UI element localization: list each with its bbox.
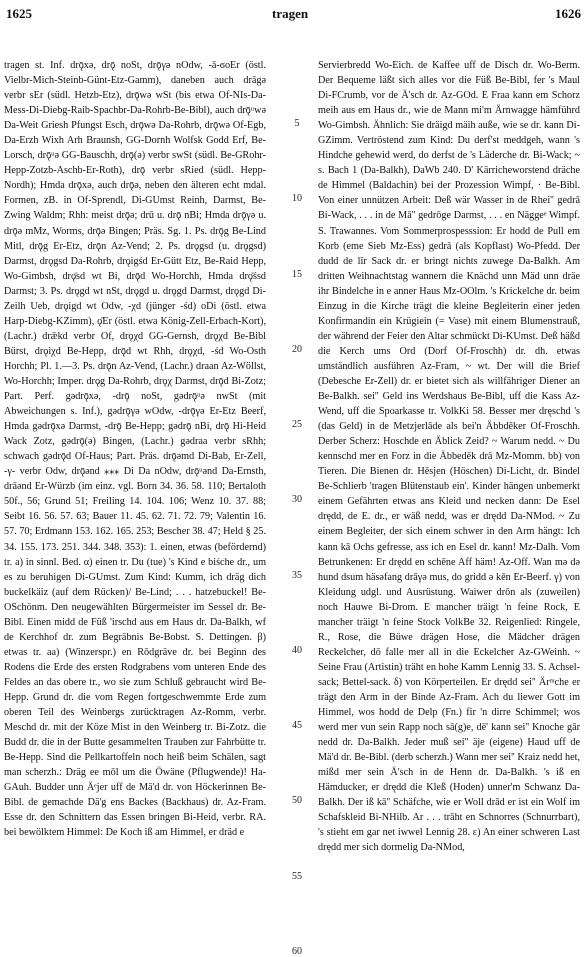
page-header	[0, 6, 587, 26]
line-number: 50	[292, 795, 302, 807]
line-number: 60	[292, 945, 302, 957]
page-number-left: 1625	[6, 6, 32, 21]
line-number: 35	[292, 569, 302, 581]
right-column	[318, 58, 580, 855]
left-column	[4, 58, 266, 840]
running-headword: tragen	[272, 6, 309, 21]
right-column-text: Servierbredd Wo-Eich. de Kaffee uff de Disch dr. Wo-Berm. Der Bequeme läßt sich alles vor die Füß Be-Bibl, fer 's Maul Di-FCrumb, vor de Ä'sch dr. Az-GOd. E Fraa kann em Schorz meih aus em Haus dr., wie de Mann mi'm Ärnwagge hämführd Wo-Gimbsh. Ähnlich: Sie dräigd mäih auße, wie se dr. kann Di-GZimm. Vertröstend zum Kind: Du derf'st meddgeh, wann 's Hindche gehewid werd, do derfst de 's Läderche dr. Bi-Wack; ~ s. Bach 1 (Da-Balkh), DaWb 240. D' Kärricheworstend dräche de Himmel (Baldachin) bei der Prozession Wimpf, · Be-Bibl. Von einer unnützen Arbeit: Deß wär Wasser in de Rhei'' gedrā Bi-Wack, . . . in de Mā'' gedrōge Darmst, . . . en Näggeᵉ Wimpf. S. Trawannes. Vom Sommerprospesssion: Er hodd de Pull em Korb (eme Sieb Mz-Ess) gedrā (als Kopflast) Wo-Pfedd. Der dudd de līr Sack dr. er bringt nichts zuwege Da-Balkh. Am dritten Weihnachtstag wannern die Knächd unn Mäd unn dräe ihr Bindelche in e anner Haus Mz-OOlm. 's Krickelche dr. beim Einzug in die Kirche trägt die kleine Begleiterin einer jeden Konfirmandin ein Krügiein (= Vase) mit einem Blumenstrauß, der während der Feier den Altar schmückt Di-KUmst. Deß häßd die Kerch ums Ord (Dorf Of-Froschh) dr. dh. etwas umständlich ausführen Az-Fram, ~ wt. Der will die Brief (Debesche Er-Zell) dr. er bietet sich als willfähriger Diener an Be-Balkh. sei'' Geld ins Werdshaus Be-Bibl, uff die Kass Az-Wend, uff die Spoarkasse tr. VolkKi 58. Besser mer dręschd 's (das Geld) in de Metzjerlāde als bei'n Äbbdēker Of-Froschh. Derber Scherz: Hoschde en Äblick Zeid? ~ Warum nedd. ~ Du kennschd mer en Forz in die Äbbedēk drā Mz-Momm. bb) von Tieren. Die Bienen dr. Hēsjen (Höschen) Di-Licht, dr. Bindel Be-Schlierb 'tragen Blütenstaub ein'. Kinder hängen unbemerkt einem Gefährten etwas ans Kleid und necken dann: De Esel drędd, de E. dr., er wäß nedd, was er drędd Da-NMod. ~ Zu einem Begleiter, der sich einem schwer in den Arm hängt: Ich kann kā Ochs gefresse, ass ich en Esel dr. kann! Mz-Dalh. Vom Betrunkenen: Er drędd en schēne Aff häm! Az-Off. Wan mə də hund dsum häsəfang drāγə mus, do gridd ə kēn Er-Beerf. γ) von Kleidung udgl. und Ausrüstung. Waiwer drōn als (zuweilen) noch Hauwe Bi-Drom. E mancher träigt 'n feine Rock, E mancher träigt 'n feine Stock VolkBe 32. Reigenlied: Ringele, R., Rose, die Büwe drägen Hose, die Mädcher drägen Reckelcher, dō falle mer all in die Eckelcher Az-GWeinh. ~ Seine Frau (Artistin) träht en hohe Kamm Lennig 33. S. Achsel-sack; Bettel-sack. δ) von Körperteilen. Er drędd sei'' Ärᵐche er trägt den Arm in der Binde Az-Fram. Ach du liewer Gott im Himmel, wos hodd de Delp (Fn.) fir 'n dirre Schimmel; wos werd mer vun sein Rapp noch sā(g)e, dē' kann sei'' Knoche gār nedd dr. Da-Balkh. Jeder muß sei'' äje (eigene) Haud uff de Mä'd dr. Be-Bibl. (derb scherzh.) Wann mer sei'' Kraiz nedd het, mißd mer sein Ä'sch in de Henn dr. Da-Balkh. 's iß en Hämducker, er drędd die Kleß (Hoden) unner'm Schwanz Da-Balkh. Der iß kā'' Schäfche, wie er Woll drād er ist ein Wolf im Schafskleid Bi-NHilb. Ar . . . trāht en Schnorres (Schnurrbart), 's stieht em gar net iwwel Lennig 28. ε) An einer schweren Last drędd mer sich dormelig Da-NMod,	[318, 60, 580, 854]
line-number: 30	[292, 494, 302, 506]
line-number: 15	[292, 268, 302, 280]
page-number-right: 1626	[555, 6, 581, 21]
line-number: 5	[294, 118, 300, 130]
line-number: 55	[292, 870, 302, 882]
line-number: 20	[292, 343, 302, 355]
line-number: 45	[292, 720, 302, 732]
left-column-text: tragen st. Inf. drǭxə, drǭ noSt, drǭγə nOdw, -ā-ϭoEr (östl. Vielbr-Mich-Steinb-Günt-Etz-Gamm), daneben auch drāgə verbr sEr (südl. Hetzb-Etz), drǭwə wSt (bis etwa Of-NIs-Da-Mess-Di-Diebg-Raib-Spachbr-Da-Rohrb-Be-Bibl), auch drǭᵘwə Da-Weit Griesh Pfungst Esch, drǭwə Da-Rohrb, drǭwə Of-Egb, Da-Erzh Wixh Arh Braunsh, GG-Dornh Wolfsk Godd Erf, Be-Lorsch, drǭᵘə GG-Bauschh, drǭ(ə) verbr swSt (südl. Be-GRohr-Hepp-Zotzb-Aschb-Er-Roth), drǭ verbr sRied (südl. Hepp-Nordh); Hmda drǭxə, auch drǭə, neben den älteren echt mdal. Formen, zB. in Of-Sprendl, Di-GUmst Reinh, Darmst, Be-Zwing Waldm; Rhh: meist drǭə; drū u. drǭ nBi; Hmda drǭγə u. drǭə mMz, Worms, drǭə Bingen; Präs. Sg. 1. Ps. drǭg Be-Lind Mitl, drǭg Er-Etz, drǭn Az-Vend; 2. Ps. drǫgsd (u. drǫgsd) Darmst, drǫgsd Da-Rohrb, drǫigśd Er-Gütt Etz, Be-Raid Hepp, Wo-Gimbsh, drǫ̈sd wt Bi, drǭd Wo-Horchh, Hmda drǫ̈śsd Darmst; 3. Ps. drǫgd wt nSt, drǫgd u. drǫgd Darmst, drǫgd Di-Zeilh Ueb, drǫigd wt Odw, -χd (jünger -śd) oDi (östl. etwa Harp-Diebg-KZimm), ǫ̈Er (östl. etwa König-Zell-Erbach-Kort), (Lachr.) drǣkd verbr Of, drǫχd GG-Gernsh, drǫχd Be-Bibl Bürst, drǫiχd Be-Hepp, drǭd wt Rhh, drǫχd, -śd Wo-Osth Horchh; Pl. 1.—3. Ps. drǭn Az-Vend, (Lachr.) draan Az-Wöllst, Wo-Horchh; Imper. drǫg Da-Rohrb, drǫχ Darmst, drǭd Bi-Zotz; Part. Perf. gədrǭxə, -drǭ noSt, gədrǭᵘə nwSt (mit Abweichungen s. Inf.), gədrǭγə wOdw, -drǭγə Er-Etz Beerf, Hmda gədrǭxə Darmst, -drǭ Be-Hepp; gədrǭ nBi, drǭ Hi-Heid Wack Zotz, gədrǭ(ə) Bingen, (Lachr.) gədraa verbr sRhh; schwach gədrǭd Of-Haus; Part. Präs. drǭəmd Di-Bab, Er-Zell, -γ- verbr Odw, drǭənd ⁎⁎⁎ Di Da nOdw, drǭᵘənd Da-Ernsth, drāənd Er-Würzb (im einz. vgl. Born 34. 36. 58. 110; Bertaloth 50f., 56; Grund 51; Freiling 14. 104. 106; Wenz 10. 37. 88; Seibt 16. 56. 57. 63; Bauer 11. 45. 62. 71. 72. 79; Valentin 16. 57. 70; Erdmann 153. 162. 165. 253; Bescher 38. 47; Held § 25. 34. 155. 173. 251. 344. 348. 353): 1. einen, etwas (befördernd) tr. a) in sinnl. Bed. α) einen tr. Du (tue) 's Kind e biśche dr., um es zu beruhigen Di-GUmst. Zum Kind: Kumm, ich dräg dich buckelkäiz (auf dem Rücken)/ Be-Lind; . . . hatzebuckel! Be-OSchönm. Den neugewählten Bürgermeister im Sessel dr. Be-Bibl. Einen midd de Füß 'irschd aus em Haus dr. Da-Balkh, wf de Kerchhof dr. zum Begräbnis Be-Bobst. S. Dettingen. β) etwas tr. aa) (Winzerspr.) en Rōdgräve dr. bei Beginn des Rodens die Erde des ersten Rodgrabens vom unteren Ende des Feldes an das obere tr., wo sie zum Schluß gebraucht wird Be-Hepp. Grund dr. die vom Regen fortgeschwemmte Erde zum oberen Teil des Weinbergs zurücktragen Az-Romm, verbr. Meschd dr. mit der Köze Mist in den Weinberg tr. Bi-Zotz. die Budd dr. die in der Butte gesammelten Trauben zur Fahrbütte tr. Be-Hepp. Sind die Pellkartoffeln noch heiß beim Schälen, sagt man scherzh.: Dräg ee mōl um die Öwäne (Pflugwende)! Ha-GAuh. Budder unn Äᵉjer uff de Mä'd dr. von Höckerinnen Be-Bibl. de gemachde Dä'g ens Backes (Backhaus) dr. Az-Fram. Esse dr. den Schnittern das Essen bringen Bi-Heid, verbr. RA. bei bewölktem Himmel: De Koch iß am Himmel, er dräd e	[4, 60, 266, 839]
line-number: 25	[292, 419, 302, 431]
line-number: 10	[292, 193, 302, 205]
line-number: 40	[292, 644, 302, 656]
